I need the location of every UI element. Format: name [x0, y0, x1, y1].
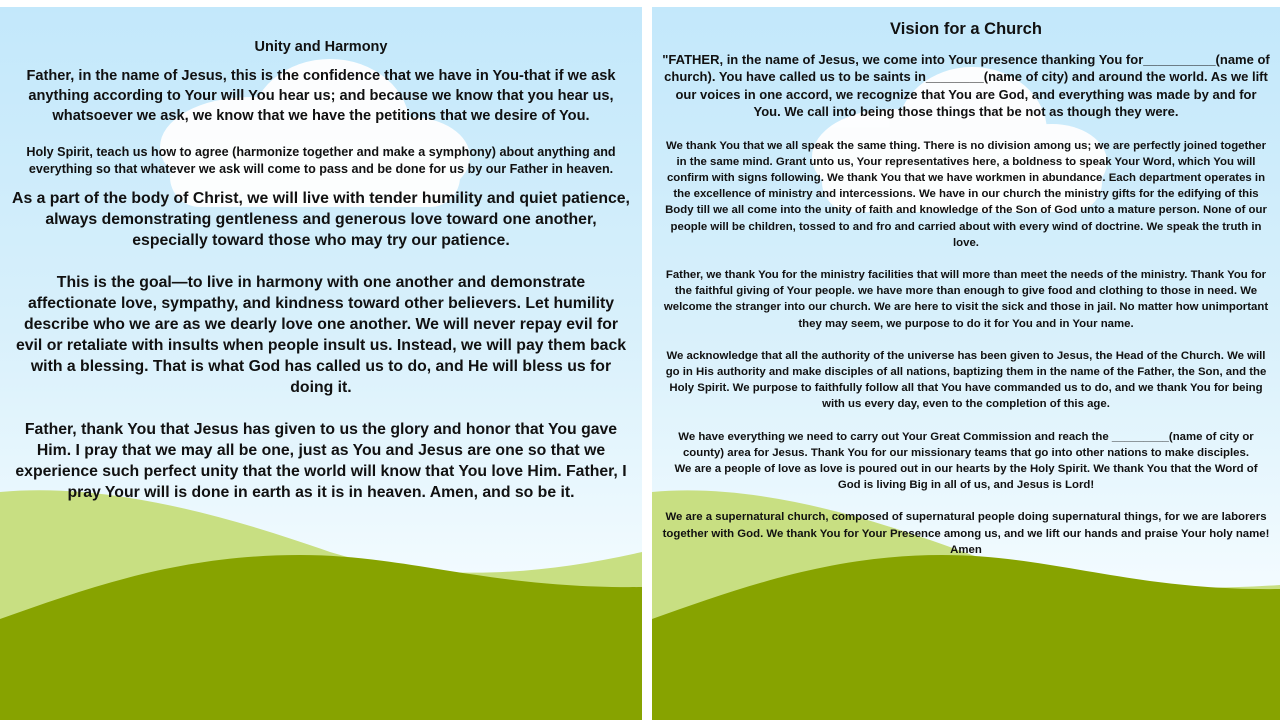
- right-paragraph-2: We thank You that we all speak the same thing. There is no division among us; we are perfectly joined together in the same mind. Grant unto us, Your representatives here, a boldness to speak Your Word, which You will confirm with signs following. We thank You that we have workmen in abundance. Each department operates in the excellence of ministry and intercessions. We have in our church the ministry gifts for the edifying of this Body till we all come into the unity of faith and knowledge of the Son of God unto a mature person. None of our people will be children, tossed to and fro and carried about with every wind of doctrine. We speak the truth in love.: [665, 139, 1267, 249]
- left-page-title: Unity and Harmony: [254, 39, 388, 55]
- right-paragraph-5: We have everything we need to carry out Your Great Commission and reach the _________(name of city or county) area for Jesus. Thank You for our missionary teams that go into other nations to make disciples.: [678, 430, 1254, 459]
- left-paragraph-4: This is the goal—to live in harmony with one another and demonstrate affectionate love, sympathy, and kindness toward other believers. Let humility describe who we are as we dearly love one another. We will never repay evil for evil or retaliate with insults when people insult us. Instead, we will pay them back with a blessing. That is what God has called us to do, and He will bless us for doing it.: [15, 274, 627, 396]
- right-page: [652, 7, 1280, 720]
- left-paragraph-3: As a part of the body of Christ, we will live with tender humility and quiet patience, always demonstrating gentleness and generous love toward one another, especially toward those who may try our patience.: [12, 190, 630, 249]
- left-paragraph-5: Father, thank You that Jesus has given to us the glory and honor that You gave Him. I pray that we may all be one, just as You and Jesus are one so that we experience such perfect unity that the world will know that You love Him. Father, I pray Your will is done in earth as it is in heaven. Amen, and so be it.: [15, 421, 627, 501]
- left-paragraph-1: Father, in the name of Jesus, this is the confidence that we have in You-that if we ask anything according to Your will You hear us; and because we know that you hear us, whatsoever we ask, we know that we have the petitions that we desire of You.: [26, 68, 616, 124]
- right-page-title: Vision for a Church: [890, 20, 1042, 38]
- right-page-text: [652, 7, 1280, 574]
- left-page-text: [0, 7, 642, 524]
- left-paragraph-2: Holy Spirit, teach us how to agree (harmonize together and make a symphony) about anything and everything so that whatever we ask will come to pass and be done for us by our Father in heaven.: [26, 145, 616, 176]
- right-paragraph-6: We are a people of love as love is poured out in our hearts by the Holy Spirit. We thank You that the Word of God is living Big in all of us, and Jesus is Lord!: [674, 463, 1258, 492]
- right-paragraph-4: We acknowledge that all the authority of the universe has been given to Jesus, the Head of the Church. We will go in His authority and make disciples of all nations, baptizing them in the name of the Father, the Son, and the Holy Spirit. We purpose to faithfully follow all that You have commanded us to do, and we thank You for being with us every day, even to the completion of this age.: [665, 349, 1267, 411]
- right-paragraph-1: "FATHER, in the name of Jesus, we come into Your presence thanking You for__________(name of church). You have called us to be saints in________(name of city) and around the world. As we lift our voices in one accord, we recognize that You are God, and everything was made by and for You. We call into being those things that be not as though they were.: [662, 52, 1270, 120]
- left-page: [0, 7, 642, 720]
- right-paragraph-3: Father, we thank You for the ministry facilities that will more than meet the needs of the ministry. Thank You for the faithful giving of Your people. we have more than enough to give food and clothing to those in need. We welcome the stranger into our church. We are here to visit the sick and those in jail. No matter how unimportant they may seem, we purpose to do it for You and in Your name.: [663, 269, 1269, 330]
- right-paragraph-7: We are a supernatural church, composed of supernatural people doing supernatural things, for we are laborers together with God. We thank You for Your Presence among us, and we lift our hands and praise Your holy name! Amen: [662, 511, 1270, 556]
